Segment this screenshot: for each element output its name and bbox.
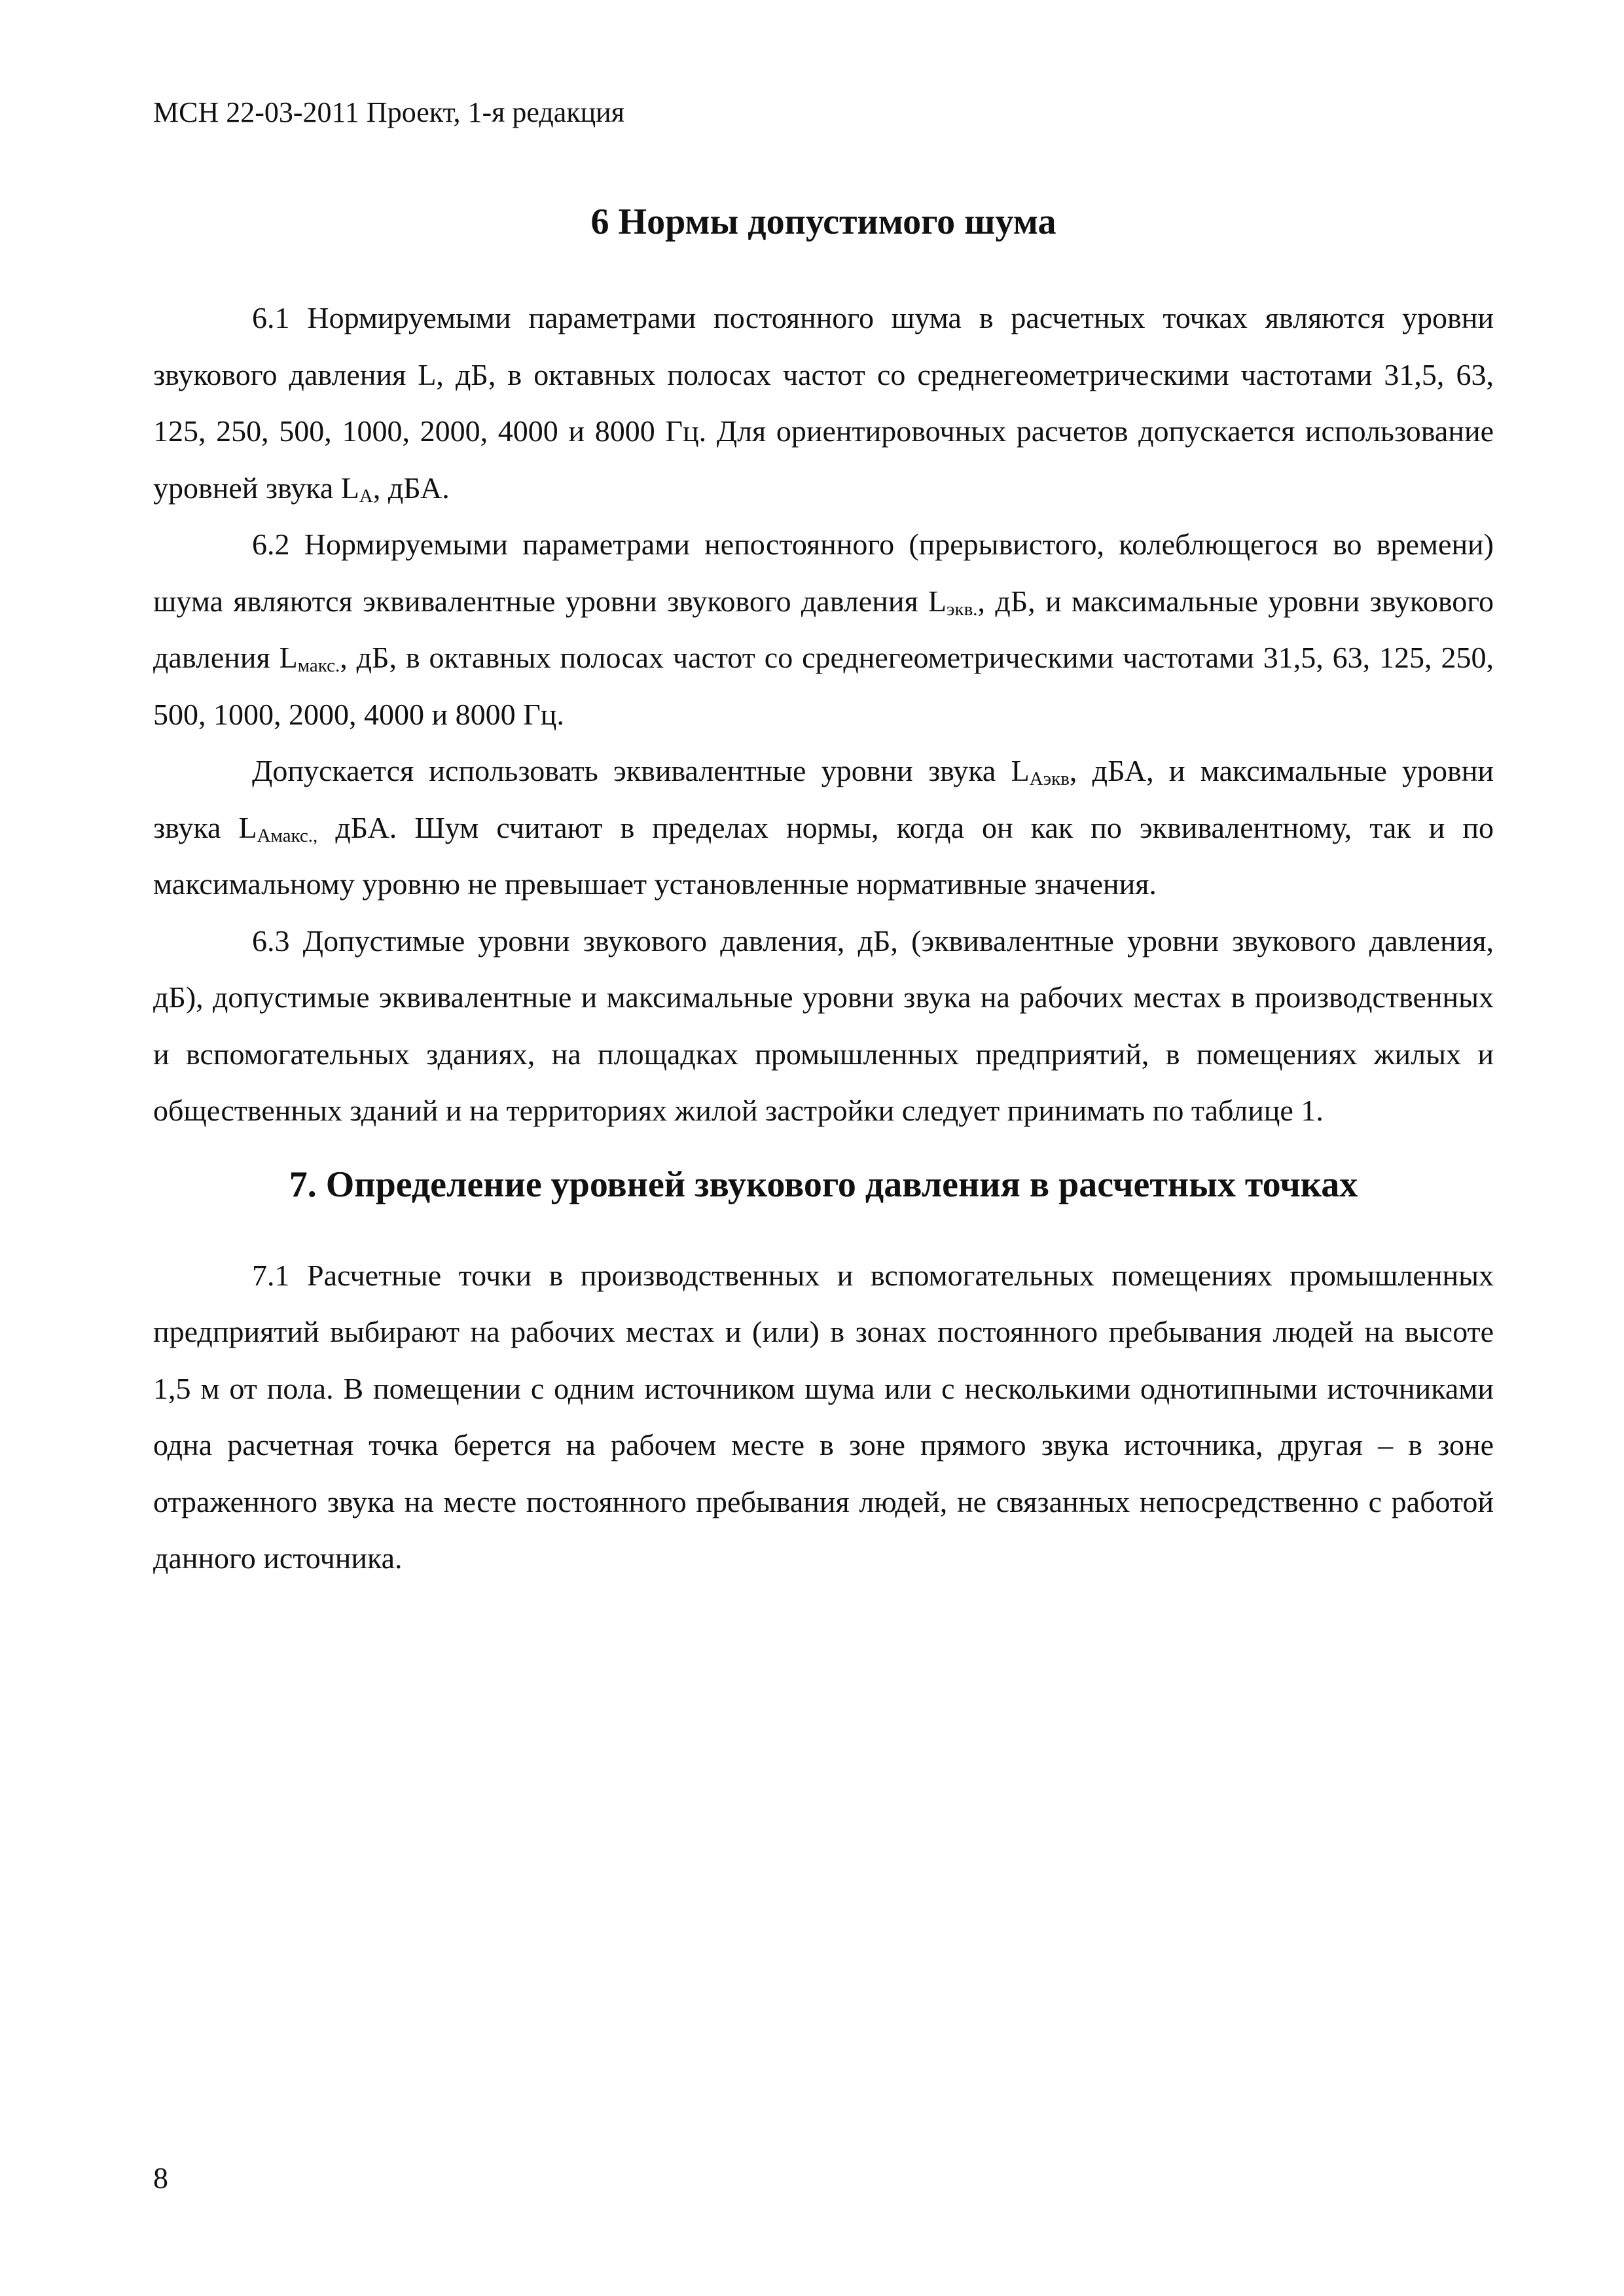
paragraph-6-1: 6.1 Нормируемыми параметрами постоянного шума в расчетных точках являются уровни звукового давления L, дБ, в октавных полосах частот со среднегеометрическими частотами 31,5, 63, 125, 250, 500, 1000, 2000, 4000 и 8000 Гц. Для ориентировочных расчетов допускается использование уровней звука $L_A$, дБА. <box>153 301 1494 507</box>
page-number: 8 <box>153 2161 168 2195</box>
section-6-title: 6 Нормы допустимого шума <box>590 202 1056 242</box>
paragraph-6-3: 6.3 Допустимые уровни звукового давления, дБ, (эквивалентные уровни звукового давления, дБ), допустимые эквивалентные и максимальные уровни звука на рабочих местах в производственных и вспомогательных зданиях, на площадках промышленных предприятий, в помещениях жилых и общественных зданий и на территориях жилой застройки следует принимать по таблице 1. <box>153 924 1494 1128</box>
section-7-title: 7. Определение уровней звукового давления в расчетных точках <box>289 1164 1358 1205</box>
paragraph-7-1: 7.1 Расчетные точки в производственных и вспомогательных помещениях промышленных предприятий выбирают на рабочих местах и (или) в зонах постоянного пребывания людей на высоте 1,5 м от пола. В помещении с одним источником шума или с несколькими однотипными источниками одна расчетная точка берется на рабочем месте в зоне прямого звука источника, другая – в зоне отраженного звука на месте постоянного пребывания людей, не связанных непосредственно с работой данного источника. <box>153 1258 1494 1575</box>
page-header: МСН 22-03-2011 Проект, 1-я редакция <box>153 96 624 128</box>
paragraph-6-2: 6.2 Нормируемыми параметрами непостоянного (прерывистого, колеблющегося во времени) шума являются эквивалентные уровни звукового давления $L_{экв.}$, дБ, и максимальные уровни звукового давления $L_{макс.}$, дБ, в октавных полосах частот со среднегеометрическими частотами 31,5, 63, 125, 250, 500, 1000, 2000, 4000 и 8000 Гц. <box>153 528 1494 731</box>
paragraph-6-2-continued: Допускается использовать эквивалентные уровни звука $L_{Аэкв}$, дБА, и максимальные уровни звука $L_{Амакс.,}$ дБА. Шум считают в пределах нормы, когда он как по эквивалентному, так и по максимальному уровню не превышает установленные нормативные значения. <box>153 754 1494 901</box>
page-content <box>153 190 1494 1587</box>
